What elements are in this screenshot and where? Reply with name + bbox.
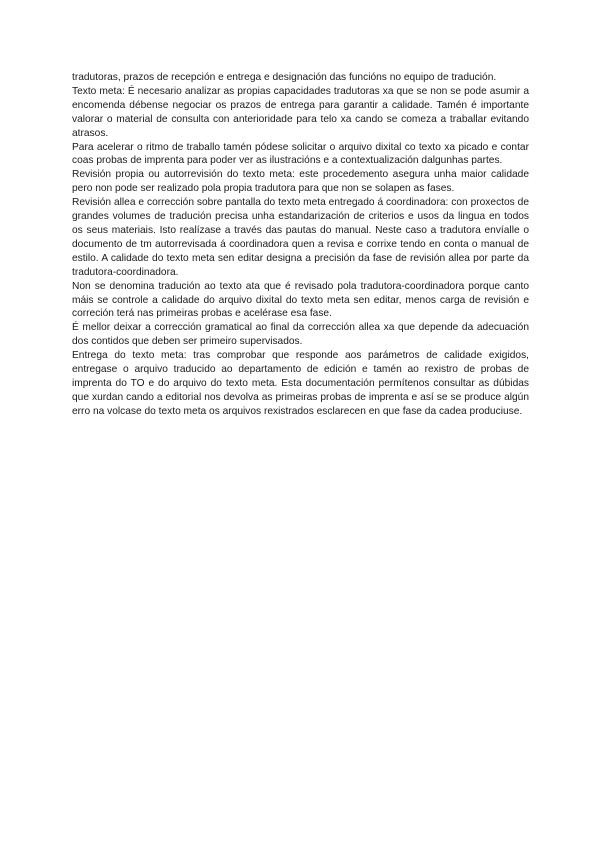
paragraph: Para acelerar o ritmo de traballo tamén pódese solicitar o arquivo dixital co texto xa picado e contar coas probas de imprenta para poder ver as ilustracións e a contextualización dalgunhas partes. bbox=[72, 141, 529, 167]
paragraph: Texto meta: É necesario analizar as propias capacidades tradutoras xa que se non se pode asumir a encomenda débense negociar os prazos de entrega para garantir a calidade. Tamén é importante valorar o material de consulta con anterioridade para telo xa cando se comeza a traballar evitando atrasos. bbox=[72, 85, 529, 139]
paragraph: Non se denomina tradución ao texto ata que é revisado pola tradutora-coordinadora porque canto máis se controle a calidade do arquivo dixital do texto meta sen editar, menos carga de revisión e correción terá nas primeiras probas e acelérase esa fase. bbox=[72, 280, 529, 320]
paragraph: Revisión propia ou autorrevisión do texto meta: este procedemento asegura unha maior calidade pero non pode ser realizado pola propia tradutora para que non se solapen as fases. bbox=[72, 169, 529, 195]
paragraph: tradutoras, prazos de recepción e entrega e designación das funcións no equipo de tradución. bbox=[72, 72, 497, 83]
paragraph: Entrega do texto meta: tras comprobar que responde aos parámetros de calidade exigidos, entregase o arquivo traducido ao departamento de edición e tamén ao rexistro de probas de imprenta do TO e do arquivo do texto meta. Esta documentación permítenos consultar as dúbidas que xurdan cando a editorial nos devolva as primeiras probas de imprenta e así se se produce algún erro na volcase do texto meta os arquivos rexistrados esclarecen en que fase da cadea produciuse. bbox=[72, 350, 529, 417]
document-page bbox=[72, 71, 529, 419]
paragraph: É mellor deixar a corrección gramatical ao final da corrección allea xa que depende da adecuación dos contidos que deben ser primeiro supervisados. bbox=[72, 322, 529, 348]
paragraph: Revisión allea e corrección sobre pantalla do texto meta entregado á coordinadora: con proxectos de grandes volumes de tradución precisa unha estandarización de criterios e usos da lingua en todos os seus materiais. Isto realízase a través das pautas do manual. Neste caso a tradutora envíalle o documento de tm autorrevisada á coordinadora quen a revisa e corrixe tendo en conta o manual de estilo. A calidade do texto meta sen editar designa a precisión da fase de revisión allea por parte da tradutora-coordinadora. bbox=[72, 197, 529, 278]
